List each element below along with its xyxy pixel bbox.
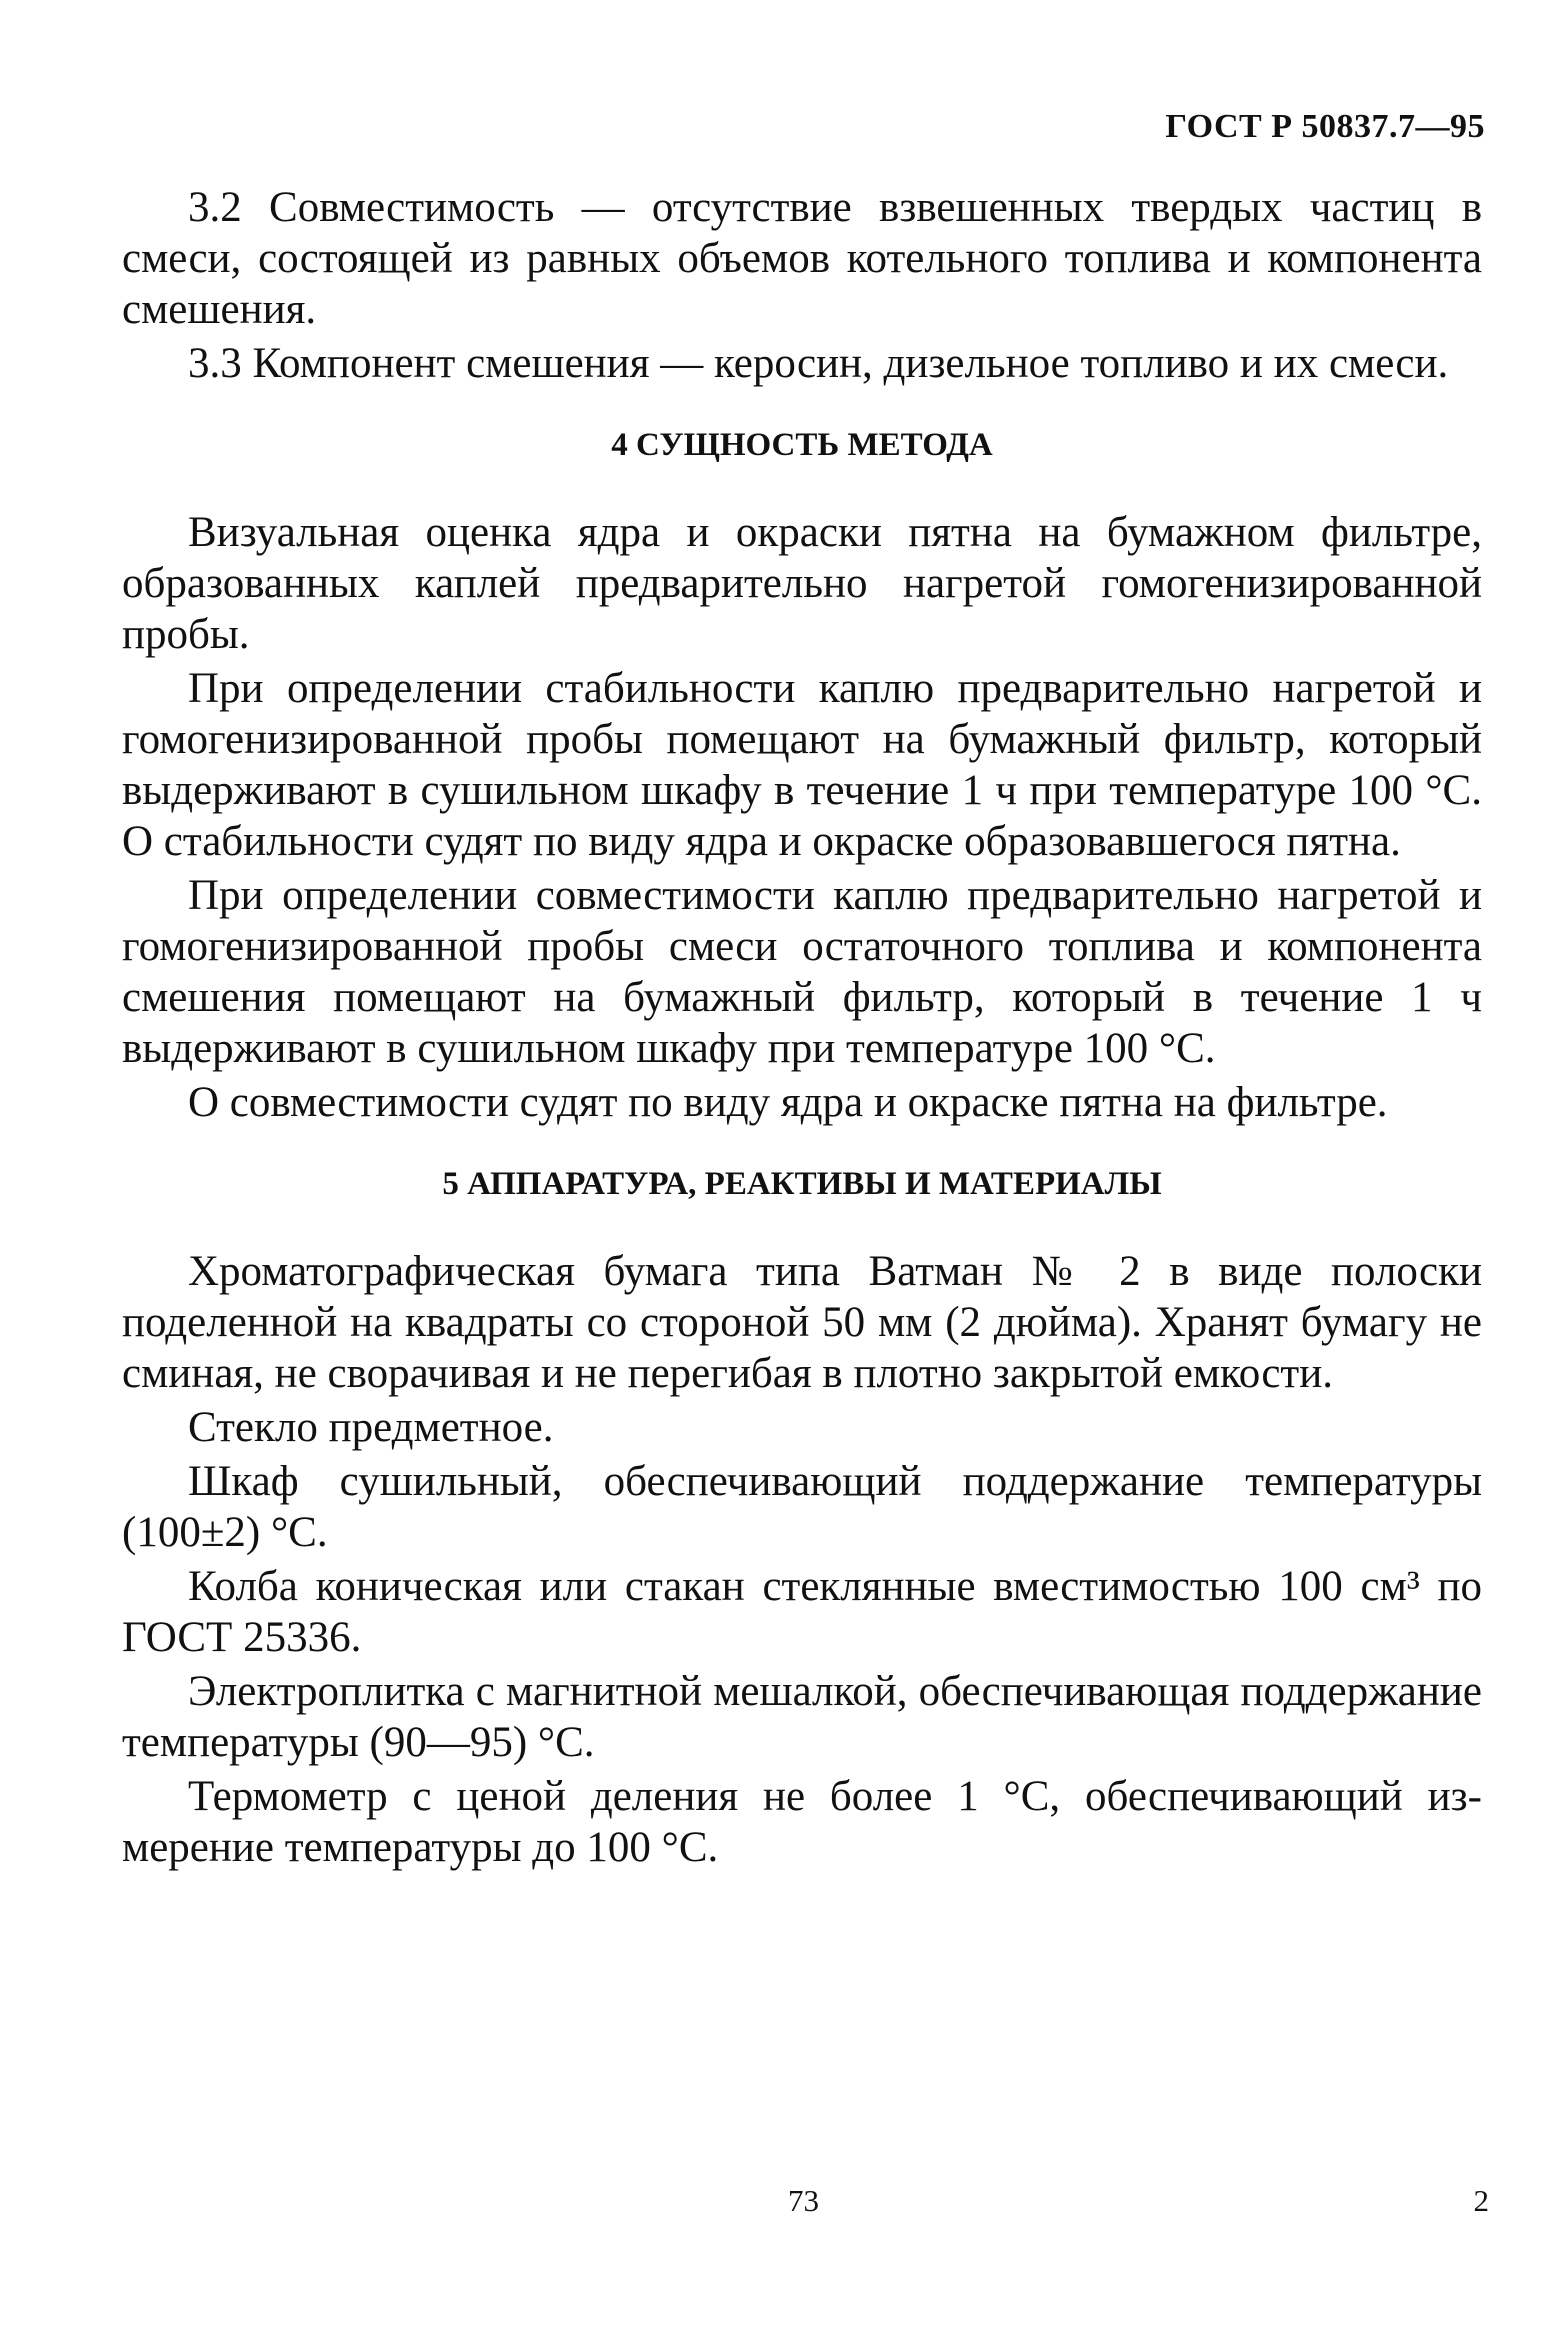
section-5-heading: 5 АППАРАТУРА, РЕАКТИВЫ И МАТЕРИАЛЫ	[442, 1166, 1162, 1202]
clause-3-2: 3.2 Совместимость — отсутствие взвешенных твердых частиц в смеси, состоящей из равных объемов котельного топлива и компонента смешения.	[122, 184, 1482, 333]
section-4-paragraph: Визуальная оценка ядра и окраски пятна на бумажном фильтре, образованных каплей предварительно нагретой гомогенизированной пробы.	[122, 509, 1482, 658]
section-4-heading: 4 СУЩНОСТЬ МЕТОДА	[611, 427, 993, 463]
sheet-number: 2	[1473, 2183, 1489, 2218]
section-4-paragraph: При определении совместимости каплю предварительно нагретой и гомогенизированной пробы смеси остаточного топлива и компонента смешения помещают на бумажный фильтр, который в течение 1 ч выдерживают в сушильном шкафу при температуре 100 °С.	[122, 872, 1482, 1072]
section-4-paragraph: При определении стабильности каплю предварительно нагретой и гомогенизированной пробы помещают на бумажный фильтр, который выдерживают в сушильном шкафу в течение 1 ч при температуре 100 °С. О стабильности судят по виду ядра и окраске образовавшегося пятна.	[122, 665, 1482, 865]
section-5-paragraph: Стекло предметное.	[188, 1404, 554, 1451]
page-content	[122, 182, 1482, 1876]
section-5-paragraph: Колба коническая или стакан стеклянные вместимостью 100 см³ по ГОСТ 25336.	[122, 1563, 1482, 1661]
section-5-paragraph: Шкаф сушильный, обеспечивающий поддержание температуры (100±2) °С.	[122, 1458, 1482, 1556]
section-5-paragraph: Термометр с ценой деления не более 1 °С, обеспечивающий измерение температуры до 100 °С.	[122, 1773, 1482, 1871]
section-5-paragraph: Электроплитка с магнитной мешалкой, обеспечивающая поддержание температуры (90—95) °С.	[122, 1668, 1482, 1766]
clause-3-3: 3.3 Компонент смешения — керосин, дизельное топливо и их смеси.	[188, 340, 1449, 387]
section-4-paragraph: О совместимости судят по виду ядра и окраске пятна на фильтре.	[188, 1079, 1388, 1126]
section-5-paragraph: Хроматографическая бумага типа Ватман № 2 в виде полоски поделенной на квадраты со стороной 50 мм (2 дюйма). Хранят бумагу не сминая, не сворачивая и не перегибая в плотно закрытой емкости.	[122, 1248, 1482, 1397]
page-number: 73	[788, 2183, 819, 2218]
document-code: ГОСТ Р 50837.7—95	[1165, 108, 1485, 145]
